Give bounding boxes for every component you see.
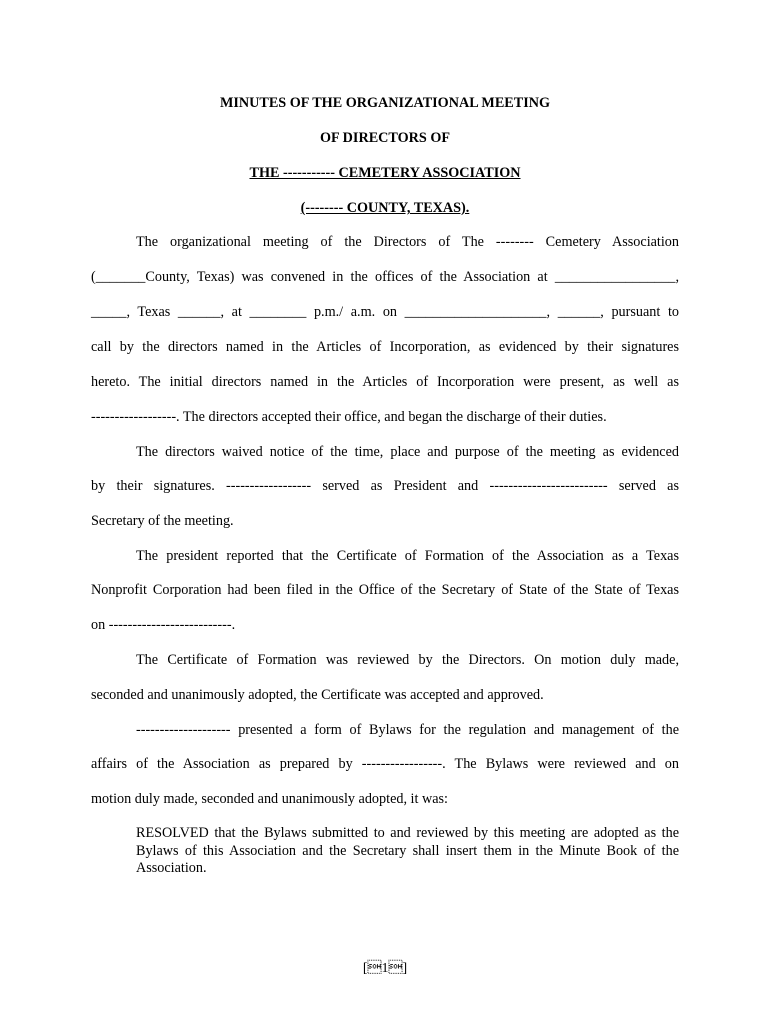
- resolved-paragraph: RESOLVED that the Bylaws submitted to and reviewed by this meeting are adopted as the Bylaws of this Association and the Secretary shall insert them in the Minute Book of the Association.: [136, 825, 679, 876]
- title-line-1: MINUTES OF THE ORGANIZATIONAL MEETING: [219, 95, 551, 111]
- para2-line-3: Secretary of the meeting.: [91, 513, 234, 529]
- para4-line-2: seconded and unanimously adopted, the Certificate was accepted and approved.: [91, 687, 544, 703]
- para1-line-5: hereto. The initial directors named in the Articles of Incorporation were present, as well as: [91, 374, 679, 390]
- para5-line-3: motion duly made, seconded and unanimously adopted, it was:: [91, 791, 448, 807]
- para5-line-2: affairs of the Association as prepared by -----------------. The Bylaws were reviewed and on: [91, 756, 679, 772]
- para1-line-2: (_______County, Texas) was convened in the offices of the Association at _________________,: [91, 269, 679, 285]
- title-line-4: (-------- COUNTY, TEXAS).: [300, 200, 470, 216]
- para3-line-3: on --------------------------.: [91, 617, 236, 633]
- title-line-3: THE ----------- CEMETERY ASSOCIATION: [249, 165, 521, 181]
- para3-line-1: The president reported that the Certificate of Formation of the Association as a Texas: [136, 548, 679, 564]
- para5-line-1: -------------------- presented a form of Bylaws for the regulation and management of the: [136, 722, 679, 738]
- para3-line-2: Nonprofit Corporation had been filed in the Office of the Secretary of State of the State of Texas: [91, 582, 679, 598]
- title-line-2: OF DIRECTORS OF: [319, 130, 451, 146]
- para2-line-2: by their signatures. ------------------ served as President and ------------------------- served as: [91, 478, 679, 494]
- para2-line-1: The directors waived notice of the time, place and purpose of the meeting as evidenced: [136, 444, 679, 460]
- para1-line-6: ------------------. The directors accepted their office, and began the discharge of their duties.: [91, 409, 607, 425]
- para1-line-4: call by the directors named in the Articles of Incorporation, as evidenced by their signatures: [91, 339, 679, 355]
- para1-line-3: _____, Texas ______, at ________ p.m./ a.m. on ____________________, ______, pursuant to: [91, 304, 679, 320]
- para4-line-1: The Certificate of Formation was reviewed by the Directors. On motion duly made,: [136, 652, 679, 668]
- para1-line-1: The organizational meeting of the Directors of The -------- Cemetery Association: [136, 234, 679, 250]
- page-number: [1]: [362, 961, 408, 976]
